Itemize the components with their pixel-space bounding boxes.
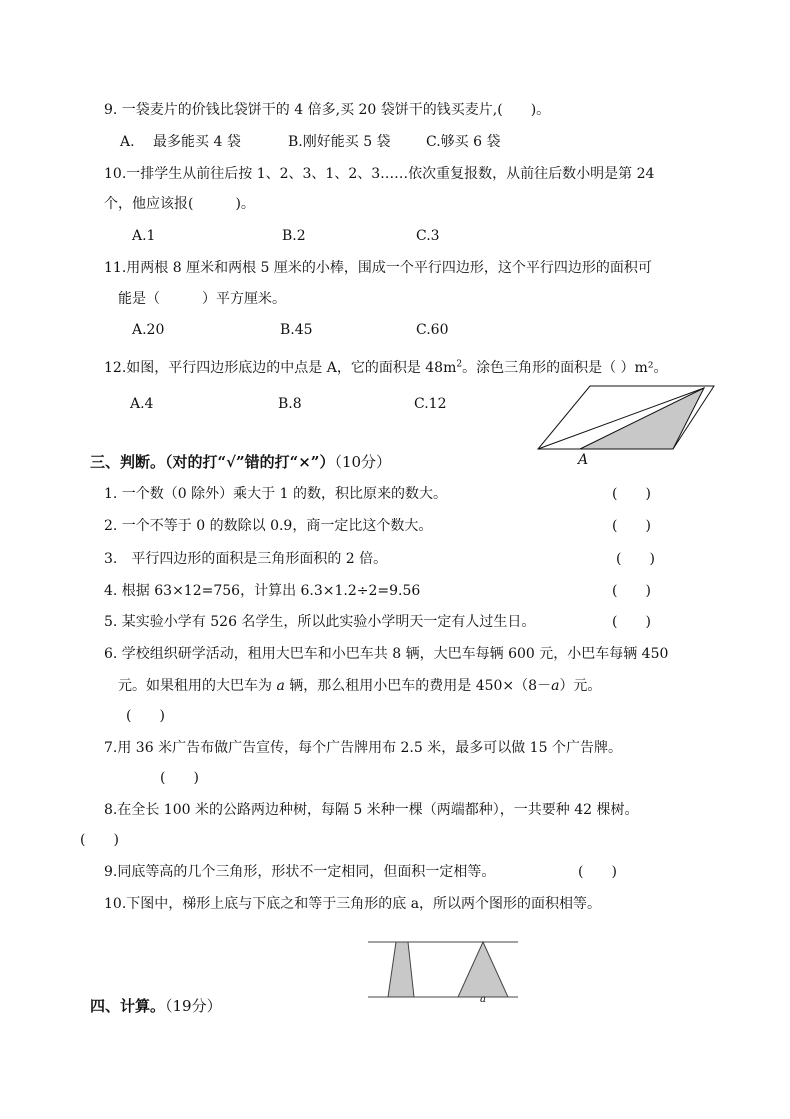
shaded-triangle-2 <box>458 942 508 997</box>
section-4-points: （19分） <box>165 997 222 1015</box>
question-11-line1: 11.用两根 8 厘米和两根 5 厘米的小棒，围成一个平行四边形，这个平行四边形的面积可 <box>104 260 652 276</box>
judge-4-answer-paren[interactable]: ( ) <box>612 583 651 599</box>
judge-6-line2 <box>118 676 601 696</box>
judge-1: 1. 一个数（0 除外）乘大于 1 的数，积比原来的数大。 <box>104 486 447 502</box>
section-3-title-text: 三、判断。（对的打“√”错的打“×”） <box>90 453 335 471</box>
judge-6-text-c: ）元。 <box>559 678 602 694</box>
question-12 <box>104 358 667 378</box>
judge-6-text-b: 辆，那么租用小巴车的费用是 450×（8－ <box>284 678 552 694</box>
figure-label-a: A <box>578 452 589 468</box>
q12-option-a: A.4 <box>130 396 154 412</box>
judge-8: 8.在全长 100 米的公路两边种树，每隔 5 米种一棵（两端都种），一共要种 42 棵树。 <box>104 802 639 818</box>
q9-option-c: C.够买 6 袋 <box>426 134 501 150</box>
q10-option-a: A.1 <box>132 228 156 244</box>
question-9: 9. 一袋麦片的价钱比袋饼干的 4 倍多,买 20 袋饼干的钱买麦片,( )。 <box>104 102 551 118</box>
judge-1-answer-paren[interactable]: ( ) <box>612 486 651 502</box>
section-4-title-text: 四、计算。 <box>90 997 166 1015</box>
q9-option-b: B.刚好能买 5 袋 <box>288 134 391 150</box>
judge-9: 9.同底等高的几个三角形，形状不一定相同，但面积一定相等。 <box>104 864 496 880</box>
q12-text-a: 12.如图，平行四边形底边的中点是 A，它的面积是 48m <box>104 360 457 376</box>
judge-6-text-a: 元。如果租用的大巴车为 <box>118 678 277 694</box>
shaded-trapezoid <box>388 942 414 997</box>
q11-option-c: C.60 <box>416 322 449 338</box>
judge-6-answer-paren[interactable]: ( ) <box>126 708 165 724</box>
judge-2: 2. 一个不等于 0 的数除以 0.9，商一定比这个数大。 <box>104 518 433 534</box>
judge-5-answer-paren[interactable]: ( ) <box>612 614 651 630</box>
question-10-line2: 个，他应该报( )。 <box>104 196 255 212</box>
judge-5: 5. 某实验小学有 526 名学生，所以此实验小学明天一定有人过生日。 <box>104 614 536 630</box>
figure-label-base-a: a <box>480 994 486 1005</box>
question-11-line2: 能是（ ）平方厘米。 <box>118 291 286 307</box>
judge-6-var-a-2: a <box>551 678 560 694</box>
judge-6-line1: 6. 学校组织研学活动，租用大巴车和小巴车共 8 辆，大巴车每辆 600 元，小巴车每辆 450 <box>104 646 669 662</box>
judge-4: 4. 根据 63×12=756，计算出 6.3×1.2÷2=9.56 <box>104 583 421 599</box>
q12-text-b: 。涂色三角形的面积是（ ）m²。 <box>462 360 668 376</box>
q12-option-c: C.12 <box>414 396 447 412</box>
section-3-points: （10分） <box>334 453 392 471</box>
judge-7-answer-paren[interactable]: ( ) <box>160 770 199 786</box>
judge-2-answer-paren[interactable]: ( ) <box>612 518 651 534</box>
section-3-title <box>90 452 391 472</box>
q10-option-b: B.2 <box>282 228 306 244</box>
shaded-triangle <box>580 388 704 449</box>
q9-option-a: A. 最多能买 4 袋 <box>120 134 241 150</box>
judge-10: 10.下图中，梯形上底与下底之和等于三角形的底 a，所以两个图形的面积相等。 <box>104 896 602 912</box>
trapezoid-triangle-figure <box>368 940 518 1000</box>
judge-6-var-a: a <box>276 678 285 694</box>
q11-option-b: B.45 <box>280 322 313 338</box>
judge-8-answer-paren[interactable]: ( ) <box>80 832 119 848</box>
judge-3: 3. 平行四边形的面积是三角形面积的 2 倍。 <box>104 551 388 567</box>
judge-3-answer-paren[interactable]: ( ) <box>616 551 655 567</box>
question-10-line1: 10.一排学生从前往后按 1、2、3、1、2、3……依次重复报数，从前往后数小明是第 24 <box>104 166 655 182</box>
q12-option-b: B.8 <box>278 396 302 412</box>
q11-option-a: A.20 <box>132 322 165 338</box>
q10-option-c: C.3 <box>416 228 440 244</box>
q12-superscript: 2 <box>456 359 463 370</box>
parallelogram-figure <box>536 384 716 454</box>
judge-9-answer-paren[interactable]: ( ) <box>578 864 617 880</box>
judge-7: 7.用 36 米广告布做广告宣传，每个广告牌用布 2.5 米，最多可以做 15 个广告牌。 <box>104 740 622 756</box>
section-4-title <box>90 996 222 1016</box>
